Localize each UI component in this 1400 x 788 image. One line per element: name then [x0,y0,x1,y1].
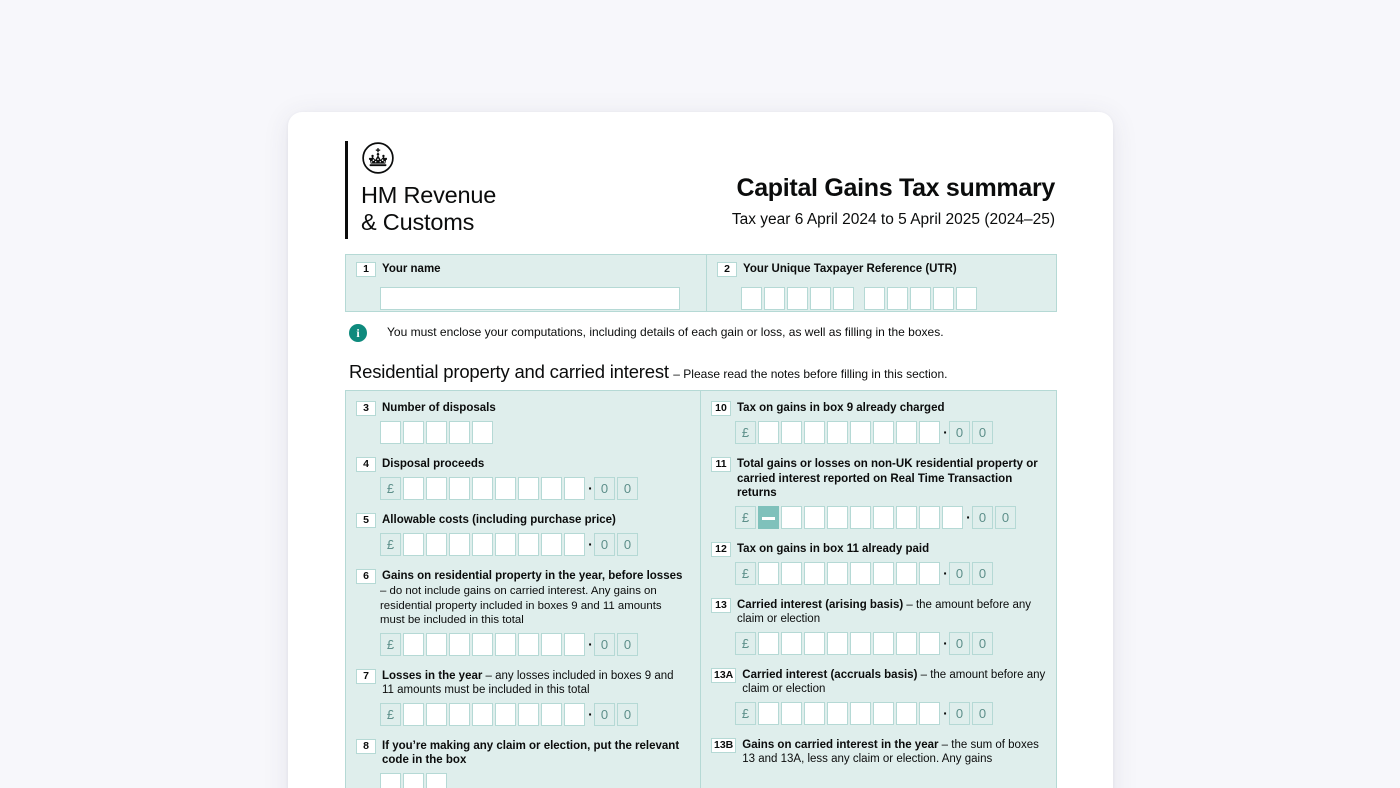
digit-cell-4-2[interactable] [426,477,447,500]
digit-cell-12-3[interactable] [804,562,825,585]
pence-cell-5-2: 0 [617,533,638,556]
box-number-13a: 13A [711,668,736,683]
computations-notice [349,324,1057,342]
digit-cell-10-4[interactable] [827,421,848,444]
currency-symbol-4: £ [380,477,401,500]
digit-cell-13-3[interactable] [804,632,825,655]
question-subtext-6: – do not include gains on carried interest. Any gains on residential property included in boxes 9 and 11 amounts must be included in this total [380,585,662,627]
digit-cell-4-4[interactable] [472,477,493,500]
utr-cell-7[interactable] [887,287,908,310]
box-number-3: 3 [356,401,376,416]
digit-cell-10-6[interactable] [873,421,894,444]
question-label-5 [382,513,616,528]
question-label-main: Tax on gains in box 11 already paid [737,542,930,555]
box-number-8: 8 [356,739,376,754]
pence-cell-10-1: 0 [949,421,970,444]
utr-cell-9[interactable] [933,287,954,310]
digit-cell-7-7[interactable] [541,703,562,726]
pence-cell-10-2: 0 [972,421,993,444]
section-heading [349,361,1057,383]
question-block-8 [356,739,692,788]
digit-cell-12-7[interactable] [896,562,917,585]
digit-cell-13-1[interactable] [758,632,779,655]
residential-property-panel [345,390,1057,788]
digit-cell-11-4[interactable] [850,506,871,529]
digit-cell-10-1[interactable] [758,421,779,444]
digit-cell-13-2[interactable] [781,632,802,655]
decimal-point-4: · [588,480,593,496]
decimal-point-13a: · [943,704,948,721]
question-label-8 [382,739,687,768]
answer-row-3 [380,421,692,444]
decimal-point-6: · [588,635,593,652]
decimal-point-10: · [943,424,948,440]
digit-cell-13a-3[interactable] [804,702,825,725]
digit-cell-11-2[interactable] [804,506,825,529]
digit-cell-8-2[interactable] [403,773,424,788]
pence-cell-13a-1: 0 [949,702,970,725]
currency-symbol-7: £ [380,703,401,726]
answer-row-7 [380,703,692,726]
currency-symbol-13a: £ [735,702,756,725]
pence-cell-12-1: 0 [949,562,970,585]
question-label-13b [742,738,1047,767]
question-block-13a [711,668,1048,725]
utr-cell-6[interactable] [864,287,885,310]
digit-cell-7-5[interactable] [495,703,516,726]
left-question-column [346,391,701,788]
utr-field-group [707,255,1056,311]
digit-cell-7-1[interactable] [403,703,424,726]
currency-symbol-13: £ [735,632,756,655]
digit-cell-7-4[interactable] [472,703,493,726]
question-label-main: Gains on residential property in the year, before losses [382,570,683,582]
digit-cell-6-8[interactable] [564,633,585,656]
pence-cell-6-2: 0 [617,633,638,656]
digit-cell-3-1[interactable] [380,421,401,444]
question-label-main: Carried interest (arising basis) [737,598,904,611]
form-masthead [345,134,1057,246]
digit-cell-7-8[interactable] [564,703,585,726]
pence-cell-7-2: 0 [617,703,638,726]
utr-cell-3[interactable] [787,287,808,310]
question-header [711,542,1048,557]
currency-symbol-10: £ [735,421,756,444]
pence-cell-6-1: 0 [594,633,615,656]
box-number-4: 4 [356,457,376,472]
digit-cell-5-6[interactable] [518,533,539,556]
utr-cell-2[interactable] [764,287,785,310]
question-block-13b [711,738,1048,767]
answer-row-13 [735,632,1048,655]
question-header [356,457,692,472]
section-heading-text: Residential property and carried interest [349,361,669,382]
decimal-point-7: · [588,705,593,722]
decimal-point-5: · [588,536,593,552]
pence-cell-5-1: 0 [594,533,615,556]
pence-cell-4-1: 0 [594,477,615,500]
digit-cell-12-6[interactable] [873,562,894,585]
digit-cell-7-2[interactable] [426,703,447,726]
question-label-main: Losses in the year [382,669,483,682]
question-header [711,738,1048,767]
question-label-main: Allowable costs (including purchase price) [382,514,616,526]
utr-cell-1[interactable] [741,287,762,310]
question-block-4 [356,457,692,500]
digit-cell-8-1[interactable] [380,773,401,788]
question-block-10 [711,401,1048,444]
your-name-field-group [346,255,707,311]
digit-cell-12-8[interactable] [919,562,940,585]
question-label-10 [737,401,945,416]
question-block-13 [711,598,1048,655]
royal-crown-icon [361,141,395,175]
question-label-main: Tax on gains in box 9 already charged [737,402,945,414]
question-label-6 [382,569,682,584]
pence-cell-4-2: 0 [617,477,638,500]
digit-cell-5-4[interactable] [472,533,493,556]
negative-sign-cell-11[interactable] [758,506,779,529]
box-number-2: 2 [717,262,737,277]
digit-cell-5-2[interactable] [426,533,447,556]
digit-cell-13a-5[interactable] [850,702,871,725]
digit-cell-4-3[interactable] [449,477,470,500]
digit-cell-13-5[interactable] [850,632,871,655]
digit-cell-7-6[interactable] [518,703,539,726]
digit-cell-6-7[interactable] [541,633,562,656]
answer-row-12 [735,562,1048,585]
page-title: Capital Gains Tax summary [736,174,1055,202]
digit-cell-13a-6[interactable] [873,702,894,725]
digit-cell-11-3[interactable] [827,506,848,529]
digit-cell-12-4[interactable] [827,562,848,585]
box-number-6: 6 [356,569,376,584]
digit-cell-4-8[interactable] [564,477,585,500]
digit-cell-13-7[interactable] [896,632,917,655]
digit-cell-4-7[interactable] [541,477,562,500]
question-label-3 [382,401,496,416]
question-header [711,598,1048,627]
digit-cell-11-7[interactable] [919,506,940,529]
info-icon: i [349,324,367,342]
currency-symbol-5: £ [380,533,401,556]
right-question-column [701,391,1056,788]
digit-cell-6-6[interactable] [518,633,539,656]
question-header [711,668,1048,697]
question-header [356,401,692,416]
tax-year-subtitle: Tax year 6 April 2024 to 5 April 2025 (2024–25) [731,211,1055,228]
digit-cell-4-1[interactable] [403,477,424,500]
question-label-13a [742,668,1047,697]
digit-cell-12-1[interactable] [758,562,779,585]
question-label-7 [382,669,687,698]
digit-cell-7-3[interactable] [449,703,470,726]
digit-cell-11-1[interactable] [781,506,802,529]
question-header [356,513,692,528]
digit-cell-6-1[interactable] [403,633,424,656]
question-label-main: Carried interest (accruals basis) [742,668,918,681]
digit-cell-11-8[interactable] [942,506,963,529]
currency-symbol-11: £ [735,506,756,529]
box-number-10: 10 [711,401,731,416]
digit-cell-13a-8[interactable] [919,702,940,725]
answer-row-13a [735,702,1048,725]
question-block-7 [356,669,692,726]
section-heading-note: – Please read the notes before filling in this section. [673,367,948,381]
hmrc-logo [345,141,496,239]
utr-cell-5[interactable] [833,287,854,310]
digit-cell-8-3[interactable] [426,773,447,788]
box-number-11: 11 [711,457,731,472]
question-label-main: Number of disposals [382,402,496,414]
currency-symbol-6: £ [380,633,401,656]
pence-cell-13a-2: 0 [972,702,993,725]
pence-cell-13-2: 0 [972,632,993,655]
hmrc-name-line2: & Customs [361,209,475,235]
digit-cell-10-2[interactable] [781,421,802,444]
answer-row-8 [380,773,692,788]
digit-cell-11-6[interactable] [896,506,917,529]
pence-cell-12-2: 0 [972,562,993,585]
identity-panel [345,254,1057,312]
box-number-13b: 13B [711,738,736,753]
title-block [732,174,1055,229]
answer-row-5 [380,533,692,556]
digit-cell-3-2[interactable] [403,421,424,444]
question-header [711,401,1048,416]
currency-symbol-12: £ [735,562,756,585]
digit-cell-3-5[interactable] [472,421,493,444]
utr-cell-8[interactable] [910,287,931,310]
pence-cell-11-2: 0 [995,506,1016,529]
digit-cell-13-8[interactable] [919,632,940,655]
notice-text: You must enclose your computations, including details of each gain or loss, as well as filling in the boxes. [387,325,944,339]
answer-row-11 [735,506,1048,529]
question-block-3 [356,401,692,444]
digit-cell-5-5[interactable] [495,533,516,556]
question-label-11 [737,457,1042,501]
box-number-7: 7 [356,669,376,684]
digit-cell-3-4[interactable] [449,421,470,444]
digit-cell-13a-2[interactable] [781,702,802,725]
question-label-main: Total gains or losses on non-UK residential property or carried interest reported on Real Time Transaction returns [737,458,1038,499]
question-header [711,457,1048,501]
answer-row-10 [735,421,1048,444]
question-block-11 [711,457,1048,529]
question-label-13 [737,598,1042,627]
box-number-13: 13 [711,598,731,613]
pence-cell-13-1: 0 [949,632,970,655]
digit-cell-13-4[interactable] [827,632,848,655]
box-number-1: 1 [356,262,376,277]
question-label-4 [382,457,484,472]
pence-cell-7-1: 0 [594,703,615,726]
digit-cell-10-8[interactable] [919,421,940,444]
digit-cell-13a-7[interactable] [896,702,917,725]
digit-cell-5-8[interactable] [564,533,585,556]
box-number-5: 5 [356,513,376,528]
digit-cell-13-6[interactable] [873,632,894,655]
decimal-point-13: · [943,634,948,651]
question-label-note: – the sum of boxes 13 and 13A, less any claim or election. Any gains [742,738,1039,765]
answer-row-6 [380,633,692,656]
hmrc-name-line1: HM Revenue [361,182,497,208]
question-header [356,569,692,584]
utr-cell-10[interactable] [956,287,977,310]
question-block-5 [356,513,692,556]
question-label-note: – the amount before any claim or election [742,668,1046,695]
utr-label: Your Unique Taxpayer Reference (UTR) [743,263,957,275]
digit-cell-6-3[interactable] [449,633,470,656]
question-label-main: Gains on carried interest in the year [742,738,939,751]
answer-row-4 [380,477,692,500]
decimal-point-11: · [966,508,971,525]
pence-cell-11-1: 0 [972,506,993,529]
digit-cell-13a-1[interactable] [758,702,779,725]
digit-cell-11-5[interactable] [873,506,894,529]
question-label-note: – any losses included in boxes 9 and 11 amounts must be included in this total [382,669,674,697]
digit-cell-13a-4[interactable] [827,702,848,725]
digit-cell-10-5[interactable] [850,421,871,444]
question-label-12 [737,542,929,557]
your-name-input[interactable] [380,287,680,310]
digit-cell-10-3[interactable] [804,421,825,444]
utr-cell-4[interactable] [810,287,831,310]
digit-cell-10-7[interactable] [896,421,917,444]
digit-cell-6-5[interactable] [495,633,516,656]
utr-cells [741,287,1056,310]
decimal-point-12: · [943,564,948,581]
question-header [356,739,692,768]
question-label-main: If you’re making any claim or election, put the relevant code in the box [382,739,680,767]
digit-cell-6-2[interactable] [426,633,447,656]
question-block-6 [356,569,692,656]
question-label-main: Disposal proceeds [382,458,485,470]
digit-cell-3-3[interactable] [426,421,447,444]
digit-cell-5-7[interactable] [541,533,562,556]
digit-cell-6-4[interactable] [472,633,493,656]
box-number-12: 12 [711,542,731,557]
question-label-note: – the amount before any claim or election [737,598,1032,625]
digit-cell-5-3[interactable] [449,533,470,556]
digit-cell-4-5[interactable] [495,477,516,500]
your-name-label: Your name [382,263,441,275]
question-block-12 [711,542,1048,585]
digit-cell-5-1[interactable] [403,533,424,556]
digit-cell-12-5[interactable] [850,562,871,585]
question-header [356,669,692,698]
digit-cell-12-2[interactable] [781,562,802,585]
digit-cell-4-6[interactable] [518,477,539,500]
tax-form-document [288,112,1113,788]
